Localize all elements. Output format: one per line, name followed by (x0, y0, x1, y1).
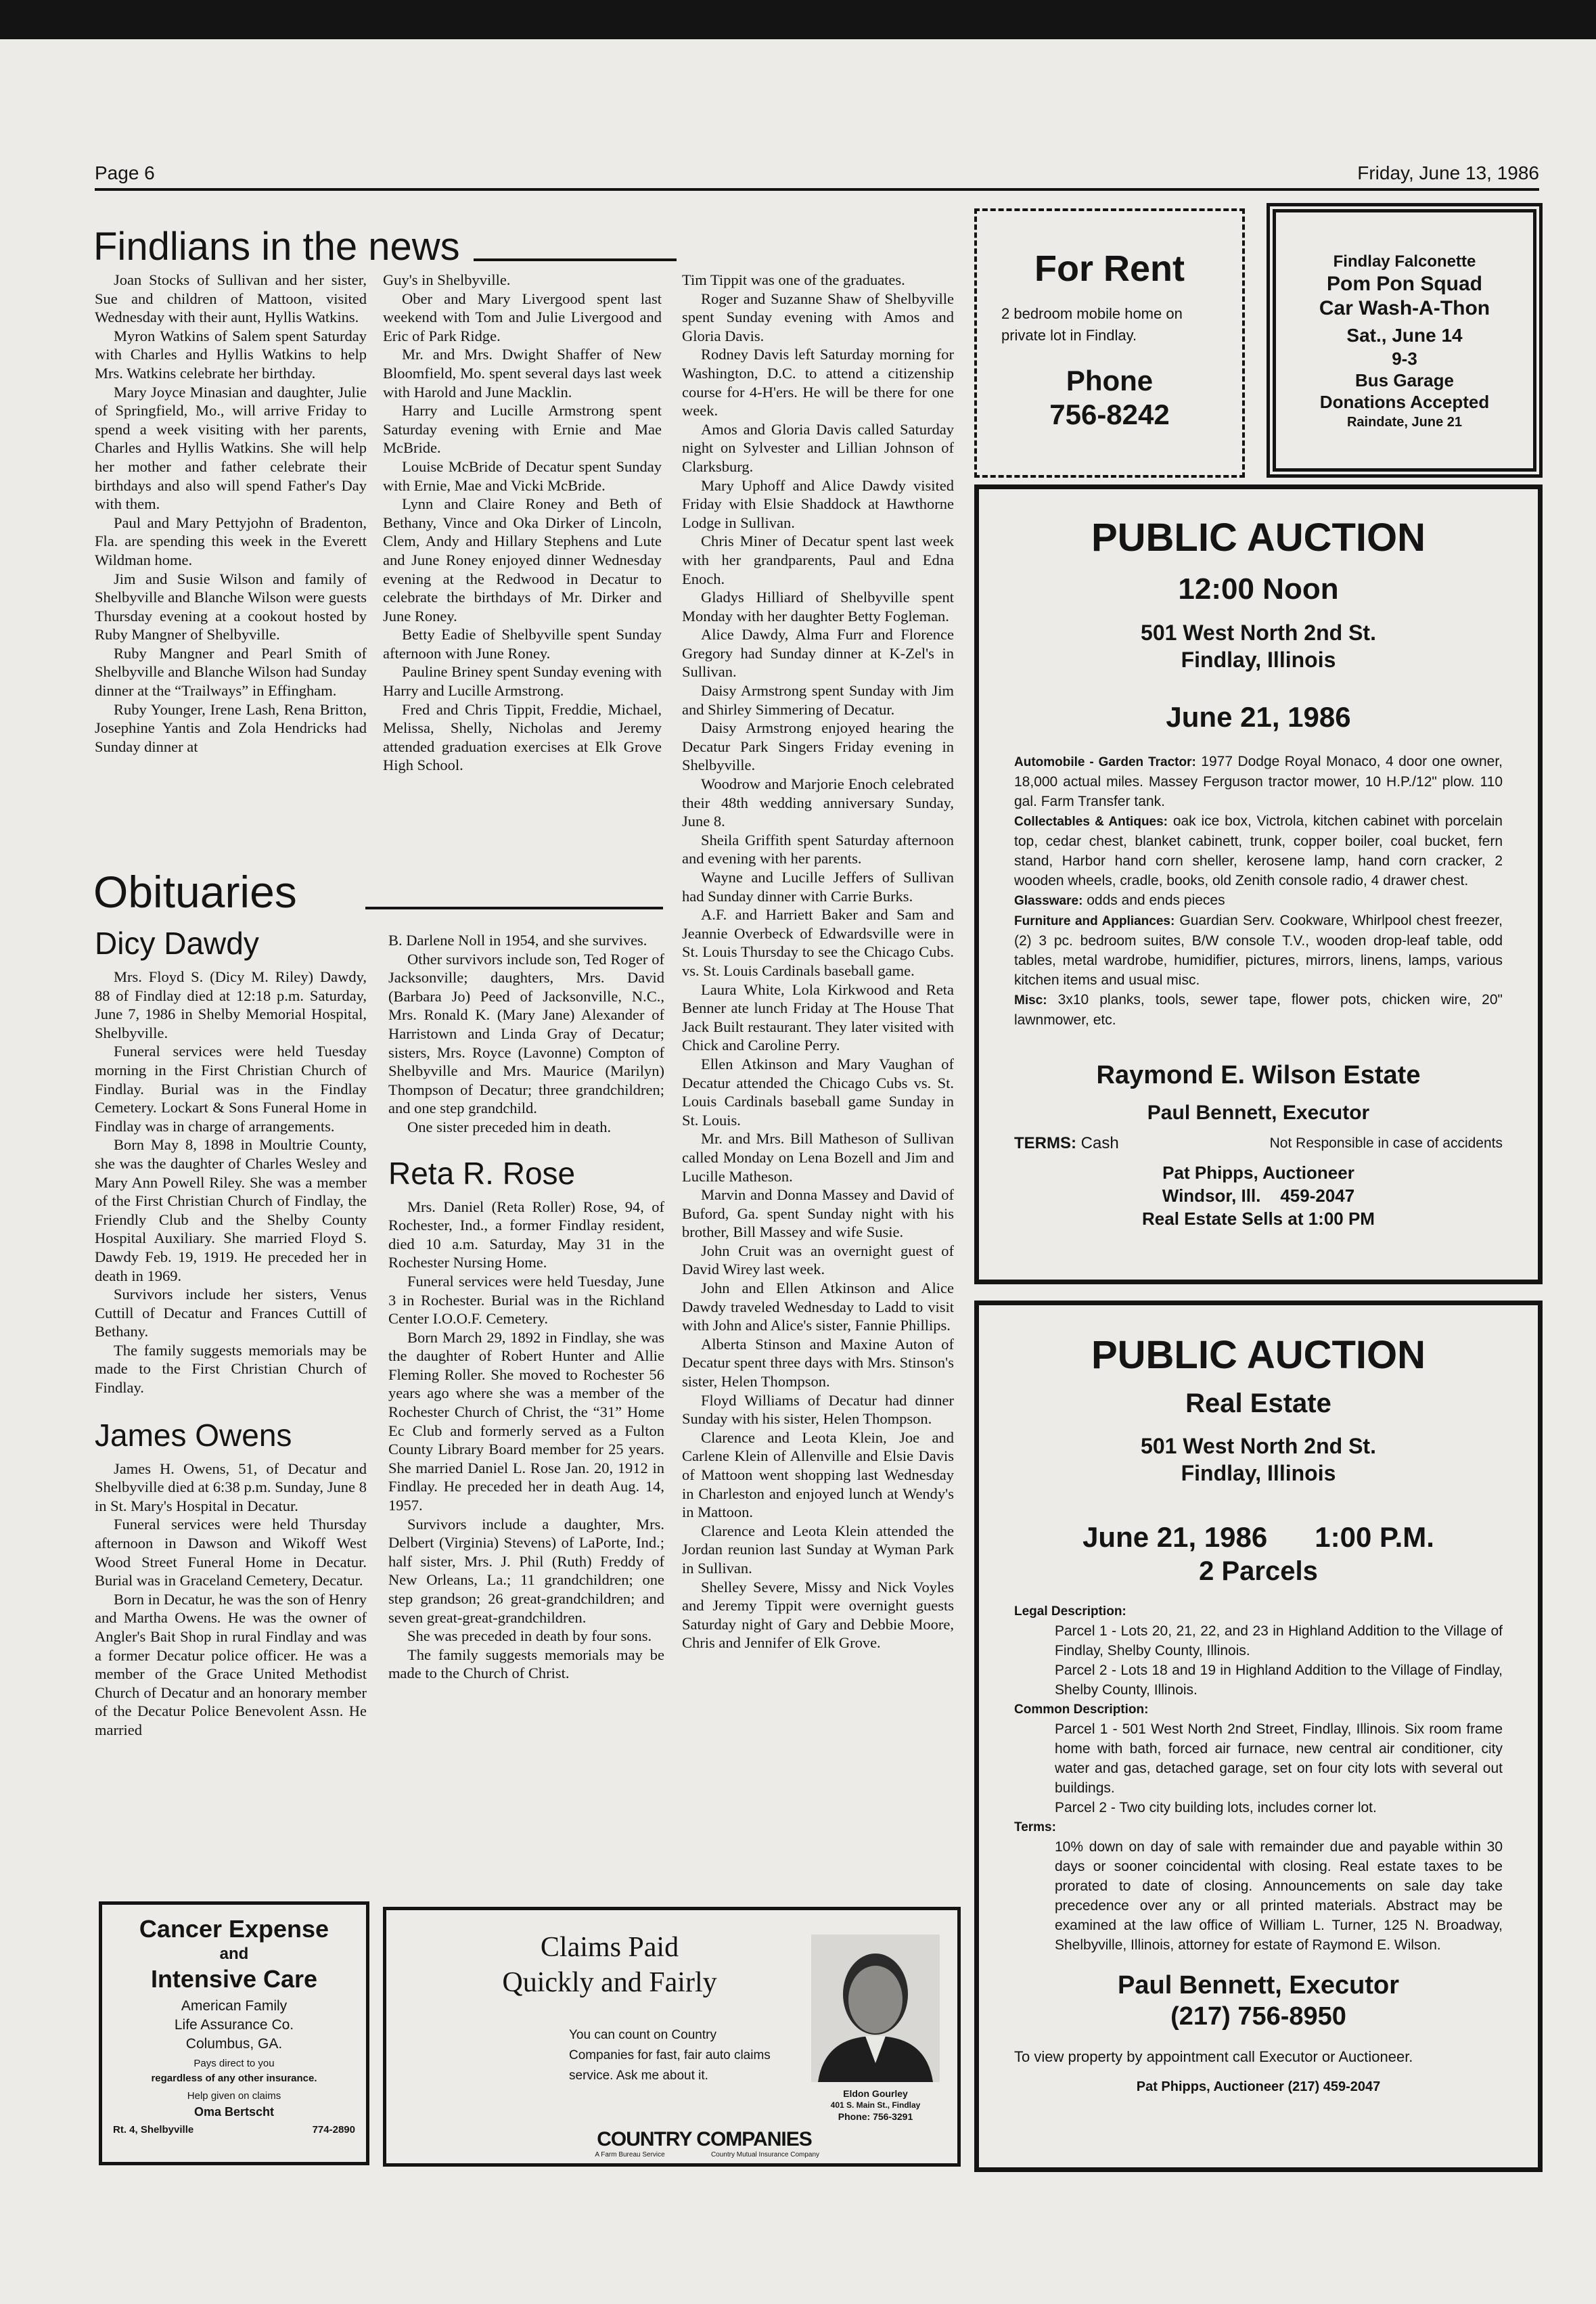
news-item: Clarence and Leota Klein attended the Jordan reunion last Sunday at Wyman Park in Sullivan. (682, 1522, 954, 1577)
legal-parcel-2: Parcel 2 - Lots 18 and 19 in Highland Addition to the Village of Findlay, Shelby County, Illinois. (1055, 1663, 1503, 1698)
car-wash-line: Pom Pon Squad (1326, 273, 1482, 295)
news-item: Laura White, Lola Kirkwood and Reta Benner ate lunch Friday at The House That Jack Built restaurant. They later visited with Chick and Caroline Perry. (682, 980, 954, 1054)
auction-2-time: 1:00 P.M. (1315, 1521, 1434, 1553)
section-title-findlians: Findlians in the news (93, 225, 460, 269)
auction-2-title: PUBLIC AUCTION (1091, 1333, 1426, 1377)
logo-tagline-1: A Farm Bureau Service (595, 2151, 665, 2159)
news-item: Betty Eadie of Shelbyville spent Sunday afternoon with June Roney. (383, 626, 662, 662)
obituary-text: Born March 29, 1892 in Findlay, she was the daughter of Robert Hunter and Allie Fleming Roller. She moved to Rochester 56 years ago where she was a member of the Rochester Church of Christ, the “31” Home Ec Club and formerly served as a Fulton County Library Board member for 25 years. She married Daniel L. Rose Jan. 20, 1912 in Findlay. He preceded her in death Aug. 14, 1957. (388, 1328, 664, 1514)
auction-2-address-2: Findlay, Illinois (1181, 1461, 1336, 1485)
findlians-column-1 (95, 271, 367, 756)
public-auction-ad-2 (974, 1301, 1543, 2172)
news-item: Paul and Mary Pettyjohn of Bradenton, Fla. are spending this week in the Everett Wildman home. (95, 514, 367, 568)
obituaries-title-rule (365, 907, 663, 909)
agent-address: 401 S. Main St., Findlay (830, 2100, 921, 2110)
news-item: Mr. and Mrs. Bill Matheson of Sullivan called Monday on Lena Bozell and Jim and Lucille Matheson. (682, 1130, 954, 1185)
claims-ad-headline-2: Quickly and Fairly (502, 1967, 717, 1998)
common-description-label: Common Description: (1014, 1702, 1149, 1717)
terms-value: Cash (1080, 1134, 1119, 1152)
auction-item-automobile (1014, 752, 1503, 811)
news-item: Clarence and Leota Klein, Joe and Carlene Klein of Allenville and Elsie Davis of Mattoon went shopping last Wednesday in Charleston and enjoyed lunch at Wendy's in Mattoon. (682, 1428, 954, 1521)
news-item: Fred and Chris Tippit, Freddie, Michael, Melissa, Shelly, Nicholas and Jeremy attended graduation exercises at Elk Grove High School. (383, 700, 662, 774)
news-item: Amos and Gloria Davis called Saturday night on Sylvester and Lillian Johnson of Clarksburg. (682, 420, 954, 475)
auction-2-subtitle: Real Estate (1185, 1388, 1331, 1418)
cancer-ad-line: Cancer Expense (139, 1915, 329, 1943)
news-item: Daisy Armstrong spent Sunday with Jim and Shirley Simmering of Decatur. (682, 682, 954, 718)
auction-1-items (1014, 752, 1503, 1030)
terms-label: Terms: (1014, 1820, 1056, 1834)
agent-name: Eldon Gourley (843, 2088, 908, 2099)
cancer-ad-line: regardless of any other insurance. (151, 2073, 317, 2084)
auction-1-address-2: Findlay, Illinois (1181, 648, 1336, 672)
car-wash-line: Raindate, June 21 (1346, 415, 1463, 430)
obituary-text: The family suggests memorials may be made to the First Christian Church of Findlay. (95, 1341, 367, 1397)
auction-1-executor: Paul Bennett, Executor (1147, 1102, 1370, 1124)
auction-2-viewing: To view property by appointment call Executor or Auctioneer. (1014, 2048, 1413, 2065)
obituary-text: Mrs. Daniel (Reta Roller) Rose, 94, of Rochester, Ind., a former Findlay resident, died 10 a.m. Saturday, May 31 in the Rochester Nursing Home. (388, 1198, 664, 1271)
news-item: Shelley Severe, Missy and Nick Voyles and Jeremy Tippit were overnight guests Saturday night of Gary and Debbie Moore, Chris and Jennifer of Elk Grove. (682, 1578, 954, 1652)
header-rule (95, 188, 1539, 191)
cancer-ad-contact (113, 2124, 355, 2142)
auction-2-phone: (217) 756-8950 (1170, 2002, 1346, 2031)
item-label: Furniture and Appliances: (1014, 914, 1175, 928)
claims-ad-headline-1: Claims Paid (540, 1932, 679, 1963)
item-label: Automobile - Garden Tractor: (1014, 755, 1196, 769)
news-item: Alberta Stinson and Maxine Auton of Decatur spent three days with Mrs. Stinson's sister, Helen Thompson. (682, 1335, 954, 1391)
auction-2-executor: Paul Bennett, Executor (1118, 1971, 1399, 2000)
obituary-name-dicy-dawdy: Dicy Dawdy (95, 926, 259, 961)
auction-1-address-1: 501 West North 2nd St. (1141, 620, 1376, 645)
obituary-name-reta-rose: Reta R. Rose (388, 1155, 576, 1191)
cancer-ad-line: and (219, 1945, 249, 1963)
item-text: 3x10 planks, tools, sewer tape, flower pots, chicken wire, 20" lawnmower, etc. (1014, 992, 1503, 1028)
auction-1-title: PUBLIC AUCTION (1091, 516, 1426, 560)
obituary-text: Funeral services were held Tuesday, June 3 in Rochester. Burial was in the Richland Center I.O.O.F. Cemetery. (388, 1272, 664, 1328)
obituary-name-james-owens: James Owens (95, 1417, 292, 1453)
cancer-ad-phone: 774-2890 (312, 2124, 355, 2136)
car-wash-line: Sat., June 14 (1346, 325, 1463, 346)
news-item: Jim and Susie Wilson and family of Shelbyville and Blanche Wilson were guests Thursday evening at a cookout hosted by Ruby Mangner of Shelbyville. (95, 570, 367, 643)
news-item: John Cruit was an overnight guest of David Wirey last week. (682, 1242, 954, 1278)
item-label: Glassware: (1014, 894, 1083, 908)
agent-portrait-icon (811, 1935, 940, 2082)
auction-2-parcels: 2 Parcels (1199, 1556, 1318, 1586)
common-parcel-2: Parcel 2 - Two city building lots, includes corner lot. (1055, 1800, 1377, 1815)
car-wash-line: Bus Garage (1355, 370, 1454, 390)
news-item: Ruby Mangner and Pearl Smith of Shelbyville and Blanche Wilson had Sunday dinner at the “Trailways” in Effingham. (95, 644, 367, 700)
claims-ad-body: You can count on Country Companies for fast, fair auto claims service. Ask me about it. (569, 2028, 771, 2083)
news-item: Gladys Hilliard of Shelbyville spent Monday with her daughter Betty Fogleman. (682, 589, 954, 625)
auction-1-location-phone (1014, 1184, 1503, 1207)
agent-phone: Phone: 756-3291 (838, 2111, 913, 2122)
item-text: Guardian Serv. Cookware, Whirlpool chest freezer, (2) 3 pc. bedroom suites, B/W console T.V., wooden drop-leaf table, odd tables, metal wardrobe, humidifier, pictures, mirrors, linens, lamps, various kitchen items and usual misc. (1014, 913, 1503, 988)
obituary-text: She was preceded in death by four sons. (407, 1627, 652, 1645)
for-rent-phone: 756-8242 (1049, 399, 1170, 430)
car-wash-line: Car Wash-A-Thon (1319, 297, 1490, 319)
obituary-text: Mrs. Floyd S. (Dicy M. Riley) Dawdy, 88 of Findlay died at 12:18 p.m. Saturday, June 7, 1986 in Shelby Memorial Hospital, Shelbyville. (95, 968, 367, 1041)
obituary-text: Born in Decatur, he was the son of Henry and Martha Owens. He was the owner of Angler's Bait Shop in rural Findlay and was a former Decatur police officer. He was a member of the Grace United Methodist Church of Decatur and an honorary member of the Decatur Police Benevolent Assn. He married (95, 1590, 367, 1738)
issue-date: Friday, June 13, 1986 (1357, 162, 1539, 183)
cancer-ad-line: Life Assurance Co. (174, 2017, 294, 2033)
cancer-ad-address: Rt. 4, Shelbyville (113, 2124, 194, 2136)
news-item: Rodney Davis left Saturday morning for Washington, D.C. to attend a citizenship course for 4-H'ers. He will be there for one week. (682, 346, 954, 420)
page-header (95, 162, 1539, 189)
news-item: Sheila Griffith spent Saturday afternoon and evening with her parents. (682, 831, 954, 867)
news-item: Tim Tippit was one of the graduates. (682, 271, 905, 288)
for-rent-phone-label: Phone (1066, 365, 1154, 397)
common-parcel-1: Parcel 1 - 501 West North 2nd Street, Findlay, Illinois. Six room frame home with bath, forced air furnace, new central air conditioner, city water and gas, detached garage, set on four city lots with several out buildings. (1055, 1721, 1503, 1796)
news-item: Myron Watkins of Salem spent Saturday with Charles and Hyllis Watkins to help Mrs. Watkins celebrate her birthday. (95, 327, 367, 382)
findlians-title-rule (474, 258, 677, 261)
news-item: Pauline Briney spent Sunday evening with Harry and Lucille Armstrong. (383, 663, 662, 700)
country-companies-logo: COUNTRY COMPANIES (597, 2128, 812, 2150)
auction-2-date: June 21, 1986 (1082, 1521, 1268, 1553)
news-item: Marvin and Donna Massey and David of Buford, Ga. spent Sunday night with his brother, Bill Massey and wife Susie. (682, 1186, 954, 1241)
news-item: Harry and Lucille Armstrong spent Saturday evening with Ernie and Mae McBride. (383, 402, 662, 457)
scan-top-border (0, 0, 1596, 39)
news-item: Woodrow and Marjorie Enoch celebrated their 48th wedding anniversary Sunday, June 8. (682, 775, 954, 830)
auction-2-date-time (1014, 1520, 1503, 1554)
news-item: Guy's in Shelbyville. (383, 271, 511, 288)
news-item: Mary Joyce Minasian and daughter, Julie of Springfield, Mo., will arrive Friday to spend a week visiting with her parents, Charles and Hyllis Watkins. She will help her mother and father celebrate their birthdays and also will spend Father's Day with them. (95, 383, 367, 513)
auction-1-real-estate-time: Real Estate Sells at 1:00 PM (1142, 1209, 1375, 1229)
legal-parcel-1: Parcel 1 - Lots 20, 21, 22, and 23 in Highland Addition to the Village of Findlay, Shelby County, Illinois. (1055, 1623, 1503, 1658)
news-item: Roger and Suzanne Shaw of Shelbyville spent Sunday evening with Amos and Gloria Davis. (682, 290, 954, 344)
news-item: Lynn and Claire Roney and Beth of Bethany, Vince and Oka Dirker of Lincoln, Clem, Andy and Hillary Stephens and Lute and June Roney enjoyed dinner Wednesday evening at the Redwood in Decatur to celebrate the birthdays of Mr. Dirker and June Roney. (383, 495, 662, 625)
for-rent-ad (974, 208, 1245, 478)
obituary-text: James H. Owens, 51, of Decatur and Shelbyville died at 6:38 p.m. Sunday, June 8 in St. Mary's Hospital in Decatur. (95, 1460, 367, 1514)
cancer-ad-line: Columbus, GA. (185, 2036, 283, 2052)
for-rent-description: 2 bedroom mobile home on private lot in Findlay. (1001, 305, 1183, 344)
car-wash-ad (1267, 203, 1543, 478)
auctioneer-town: Windsor, Ill. (1162, 1185, 1261, 1206)
auction-1-terms-row (1014, 1133, 1503, 1154)
auction-item-misc (1014, 990, 1503, 1030)
section-title-obituaries: Obituaries (93, 867, 297, 917)
terms-text: 10% down on day of sale with remainder due and payable within 30 days or sooner coincidental with closing. Real estate taxes to be prorated to date of closing. Announcements on sale day take precedence over any or all printed materials. Abstract may be examined at the law office of William L. Turner, 125 N. Broadway, Shelbyville, Illinois, attorney for estate of Raymond E. Wilson. (1055, 1839, 1503, 1953)
obituary-text: One sister preceded him in death. (407, 1118, 612, 1135)
terms-label: TERMS: (1014, 1134, 1076, 1152)
page-number: Page 6 (95, 162, 155, 183)
news-item: Mr. and Mrs. Dwight Shaffer of New Bloomfield, Mo. spent several days last week with Harold and June Macklin. (383, 346, 662, 401)
obituary-text: The family suggests memorials may be made to the Church of Christ. (388, 1646, 664, 1682)
logo-tagline-2: Country Mutual Insurance Company (710, 2151, 820, 2159)
news-item: John and Ellen Atkinson and Alice Dawdy traveled Wednesday to Ladd to visit with John and Alice's sister, Fannie Phillips. (682, 1280, 954, 1334)
cancer-expense-ad (99, 1901, 369, 2165)
news-item: Alice Dawdy, Alma Furr and Florence Gregory had Sunday dinner at K-Zel's in Sullivan. (682, 626, 954, 681)
claims-paid-ad (383, 1907, 961, 2167)
obituaries-column-1 (95, 926, 367, 1740)
cancer-ad-line: Intensive Care (150, 1965, 318, 1993)
car-wash-line: 9-3 (1392, 348, 1417, 369)
news-item: A.F. and Harriett Baker and Sam and Jeannie Overbeck of Edwardsville were in St. Louis Thursday to see the Chicago Cubs. vs. St. Louis Cardinals baseball game. (682, 906, 954, 979)
item-text: oak ice box, Victrola, kitchen cabinet with porcelain top, cedar chest, blanket cabinett, trunk, copper boiler, coal bucket, fern stand, Harbor hand corn sheller, kerosene lamp, hand corn cracker, 2 wooden wheels, cradle, books, old Zenith console radio, 4 drawer chest. (1014, 813, 1503, 888)
public-auction-ad-1 (974, 484, 1543, 1284)
news-item: Mary Uphoff and Alice Dawdy visited Friday with Elsie Shaddock at Hawthorne Lodge in Sullivan. (682, 476, 954, 531)
cancer-ad-line: Oma Bertscht (193, 2105, 275, 2119)
news-item: Ellen Atkinson and Mary Vaughan of Decatur attended the Chicago Cubs vs. St. Louis Cardinals baseball game Sunday in St. Louis. (682, 1055, 954, 1129)
cancer-ad-line: Help given on claims (187, 2090, 281, 2102)
news-item: Daisy Armstrong enjoyed hearing the Decatur Park Singers Friday evening in Shelbyville. (682, 719, 954, 774)
legal-description-label: Legal Description: (1014, 1604, 1126, 1619)
auction-item-collectables (1014, 811, 1503, 890)
news-item: Floyd Williams of Decatur had dinner Sunday with his sister, Helen Thompson. (682, 1391, 954, 1428)
news-item: Ruby Younger, Irene Lash, Rena Britton, Josephine Yantis and Zola Hendricks had Sunday dinner at (95, 700, 367, 755)
auction-2-details (1014, 1602, 1503, 1955)
auction-2-auctioneer: Pat Phipps, Auctioneer (217) 459-2047 (1136, 2079, 1381, 2094)
item-text: odds and ends pieces (1087, 893, 1225, 908)
auction-item-glassware (1014, 890, 1503, 911)
cancer-ad-line: American Family (181, 1998, 288, 2014)
news-item: Chris Miner of Decatur spent last week with her grandparents, Paul and Edna Enoch. (682, 533, 954, 587)
cancer-ad-line: Pays direct to you (193, 2058, 275, 2069)
news-item: Ober and Mary Livergood spent last weekend with Tom and Julie Livergood and Eric of Park Ridge. (383, 290, 662, 344)
item-label: Misc: (1014, 993, 1047, 1008)
auction-2-address-1: 501 West North 2nd St. (1141, 1434, 1376, 1458)
for-rent-title: For Rent (1034, 248, 1185, 289)
obituary-text: Survivors include her sisters, Venus Cuttill of Decatur and Frances Cuttill of Bethany. (95, 1286, 367, 1340)
obituary-text: B. Darlene Noll in 1954, and she survives. (388, 932, 647, 949)
news-item: Joan Stocks of Sullivan and her sister, Sue and children of Mattoon, visited Wednesday with their aunt, Hyllis Watkins. (95, 271, 367, 326)
auction-1-auctioneer: Pat Phipps, Auctioneer (1162, 1162, 1354, 1183)
auction-1-time: 12:00 Noon (1178, 572, 1339, 606)
car-wash-line: Findlay Falconette (1333, 252, 1476, 271)
agent-photo (811, 1935, 940, 2082)
not-responsible: Not Responsible in case of accidents (1269, 1135, 1503, 1151)
findlians-column-3 (682, 271, 954, 1652)
auction-item-furniture (1014, 911, 1503, 990)
findlians-column-2 (383, 271, 662, 775)
obituary-text: Funeral services were held Tuesday morning in the First Christian Church of Findlay. Burial was in the Findlay Cemetery. Lockart & Sons Funeral Home in Findlay was in charge of arrangements. (95, 1043, 367, 1135)
item-label: Collectables & Antiques: (1014, 815, 1168, 829)
auction-1-estate: Raymond E. Wilson Estate (1096, 1061, 1421, 1089)
item-text: 1977 Dodge Royal Monaco, 4 door one owner, 18,000 actual miles. Massey Ferguson tractor mower, 10 H.P./12" plow. 110 gal. Farm Transfer tank. (1014, 754, 1503, 809)
news-item: Louise McBride of Decatur spent Sunday with Ernie, Mae and Vicki McBride. (383, 457, 662, 494)
news-item: Wayne and Lucille Jeffers of Sullivan had Sunday dinner with Carrie Burks. (682, 869, 954, 905)
auctioneer-phone: 459-2047 (1280, 1185, 1355, 1206)
obituary-text: Survivors include a daughter, Mrs. Delbert (Virginia) Stevens) of LaPorte, Ind.; half sister, Mrs. J. Phil (Ruth) Freddy of New Orleans, La.; 11 grandchildren; one step grandson; 26 great-grandchildren; and seven great-great-grandchildren. (388, 1515, 664, 1626)
car-wash-line: Donations Accepted (1319, 392, 1490, 412)
obituaries-column-2 (388, 931, 664, 1683)
auction-1-date: June 21, 1986 (1166, 701, 1351, 733)
obituary-text: Born May 8, 1898 in Moultrie County, she was the daughter of Charles Wesley and Mary Ann Powell Riley. She was a member of the First Christian Church of Findlay, the Friendly Club and the Shelby County Hospital Auxiliary. She married Floyd S. Dawdy Feb. 19, 1919. He preceded her in death in 1969. (95, 1136, 367, 1284)
obituary-text: Funeral services were held Thursday afternoon in Dawson and Wikoff West Wood Street Funeral Home in Decatur. Burial was in Graceland Cemetery, Decatur. (95, 1516, 367, 1589)
obituary-text: Other survivors include son, Ted Roger of Jacksonville; daughters, Mrs. David (Barbara Jo) Peed of Jacksonville, N.C., Mrs. Ronald K. (Mary Jane) Alexander of Harristown and Linda Gray of Decatur; sisters, Mrs. Royce (Lavonne) Compton of Shelbyville and Mrs. Maurice (Marilyn) Thompson of Decatur; three grandchildren; and one step grandchild. (388, 950, 664, 1117)
